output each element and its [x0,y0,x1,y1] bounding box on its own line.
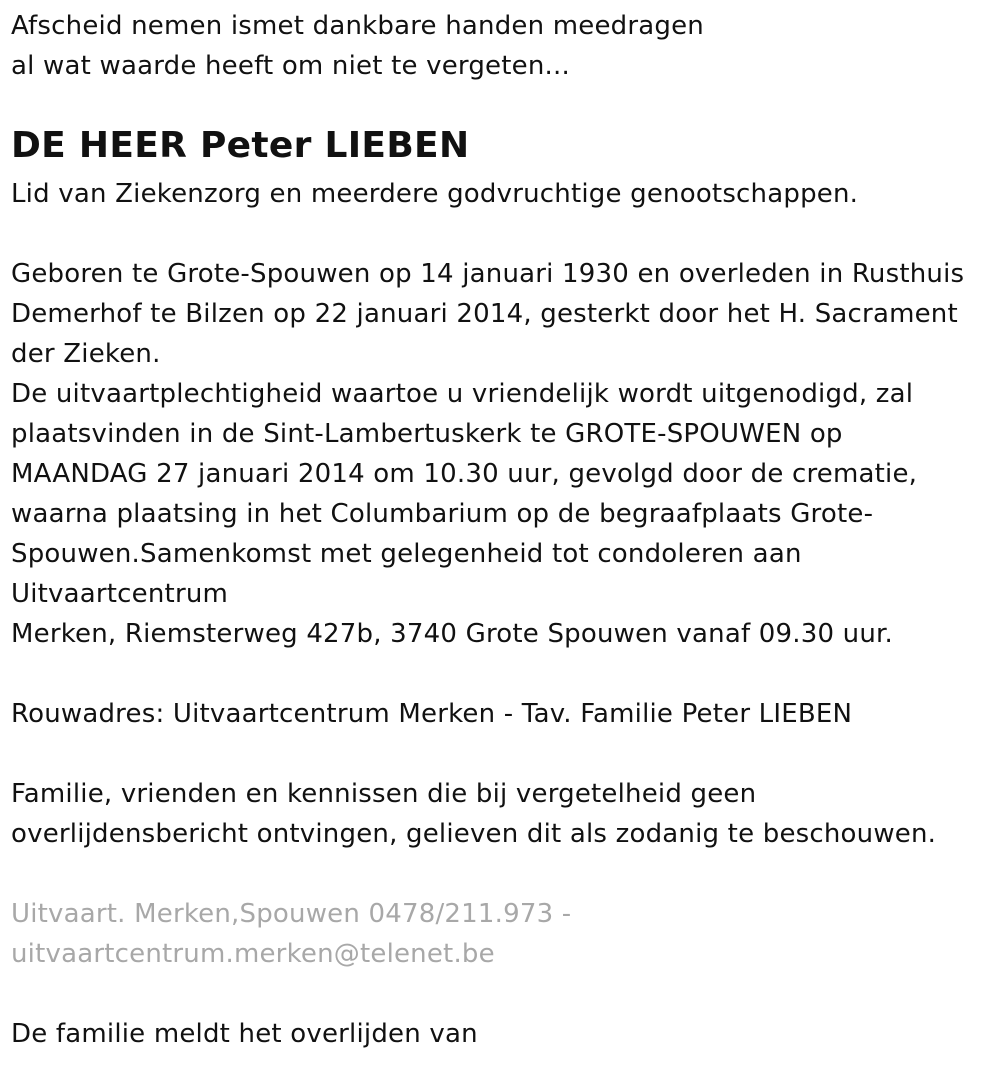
details-line: Geboren te Grote-Spouwen op 14 januari 1930 en overleden in Rusthuis [11,259,965,289]
intro-line-1: Afscheid nemen ismet dankbare handen meedragen [11,11,704,41]
intro-verse [11,6,704,86]
family-notice [11,774,936,854]
notice-line: Familie, vrienden en kennissen die bij vergetelheid geen [11,779,757,809]
announcement-line: De familie meldt het overlijden van [11,1019,478,1049]
funeral-home-contact [11,894,571,974]
intro-line-2: al wat waarde heeft om niet te vergeten... [11,51,570,81]
details-line: Merken, Riemsterweg 427b, 3740 Grote Spouwen vanaf 09.30 uur. [11,619,894,649]
contact-phone-line: Uitvaart. Merken,Spouwen 0478/211.973 - [11,899,572,929]
funeral-details [11,254,964,654]
contact-email-line: uitvaartcentrum.merken@telenet.be [11,939,495,969]
details-line: plaatsvinden in de Sint-Lambertuskerk te GROTE-SPOUWEN op [11,419,843,449]
notice-line: overlijdensbericht ontvingen, gelieven dit als zodanig te beschouwen. [11,819,937,849]
deceased-name: DE HEER Peter LIEBEN [11,125,470,166]
details-line: der Zieken. [11,339,161,369]
details-line: Uitvaartcentrum [11,579,229,609]
mourning-address: Rouwadres: Uitvaartcentrum Merken - Tav. Familie Peter LIEBEN [11,699,853,729]
affiliation-line: Lid van Ziekenzorg en meerdere godvruchtige genootschappen. [11,179,859,209]
details-line: MAANDAG 27 januari 2014 om 10.30 uur, gevolgd door de crematie, [11,459,918,489]
details-line: Demerhof te Bilzen op 22 januari 2014, gesterkt door het H. Sacrament [11,299,958,329]
details-line: Spouwen.Samenkomst met gelegenheid tot condoleren aan [11,539,802,569]
details-line: De uitvaartplechtigheid waartoe u vriendelijk wordt uitgenodigd, zal [11,379,914,409]
details-line: waarna plaatsing in het Columbarium op de begraafplaats Grote- [11,499,874,529]
